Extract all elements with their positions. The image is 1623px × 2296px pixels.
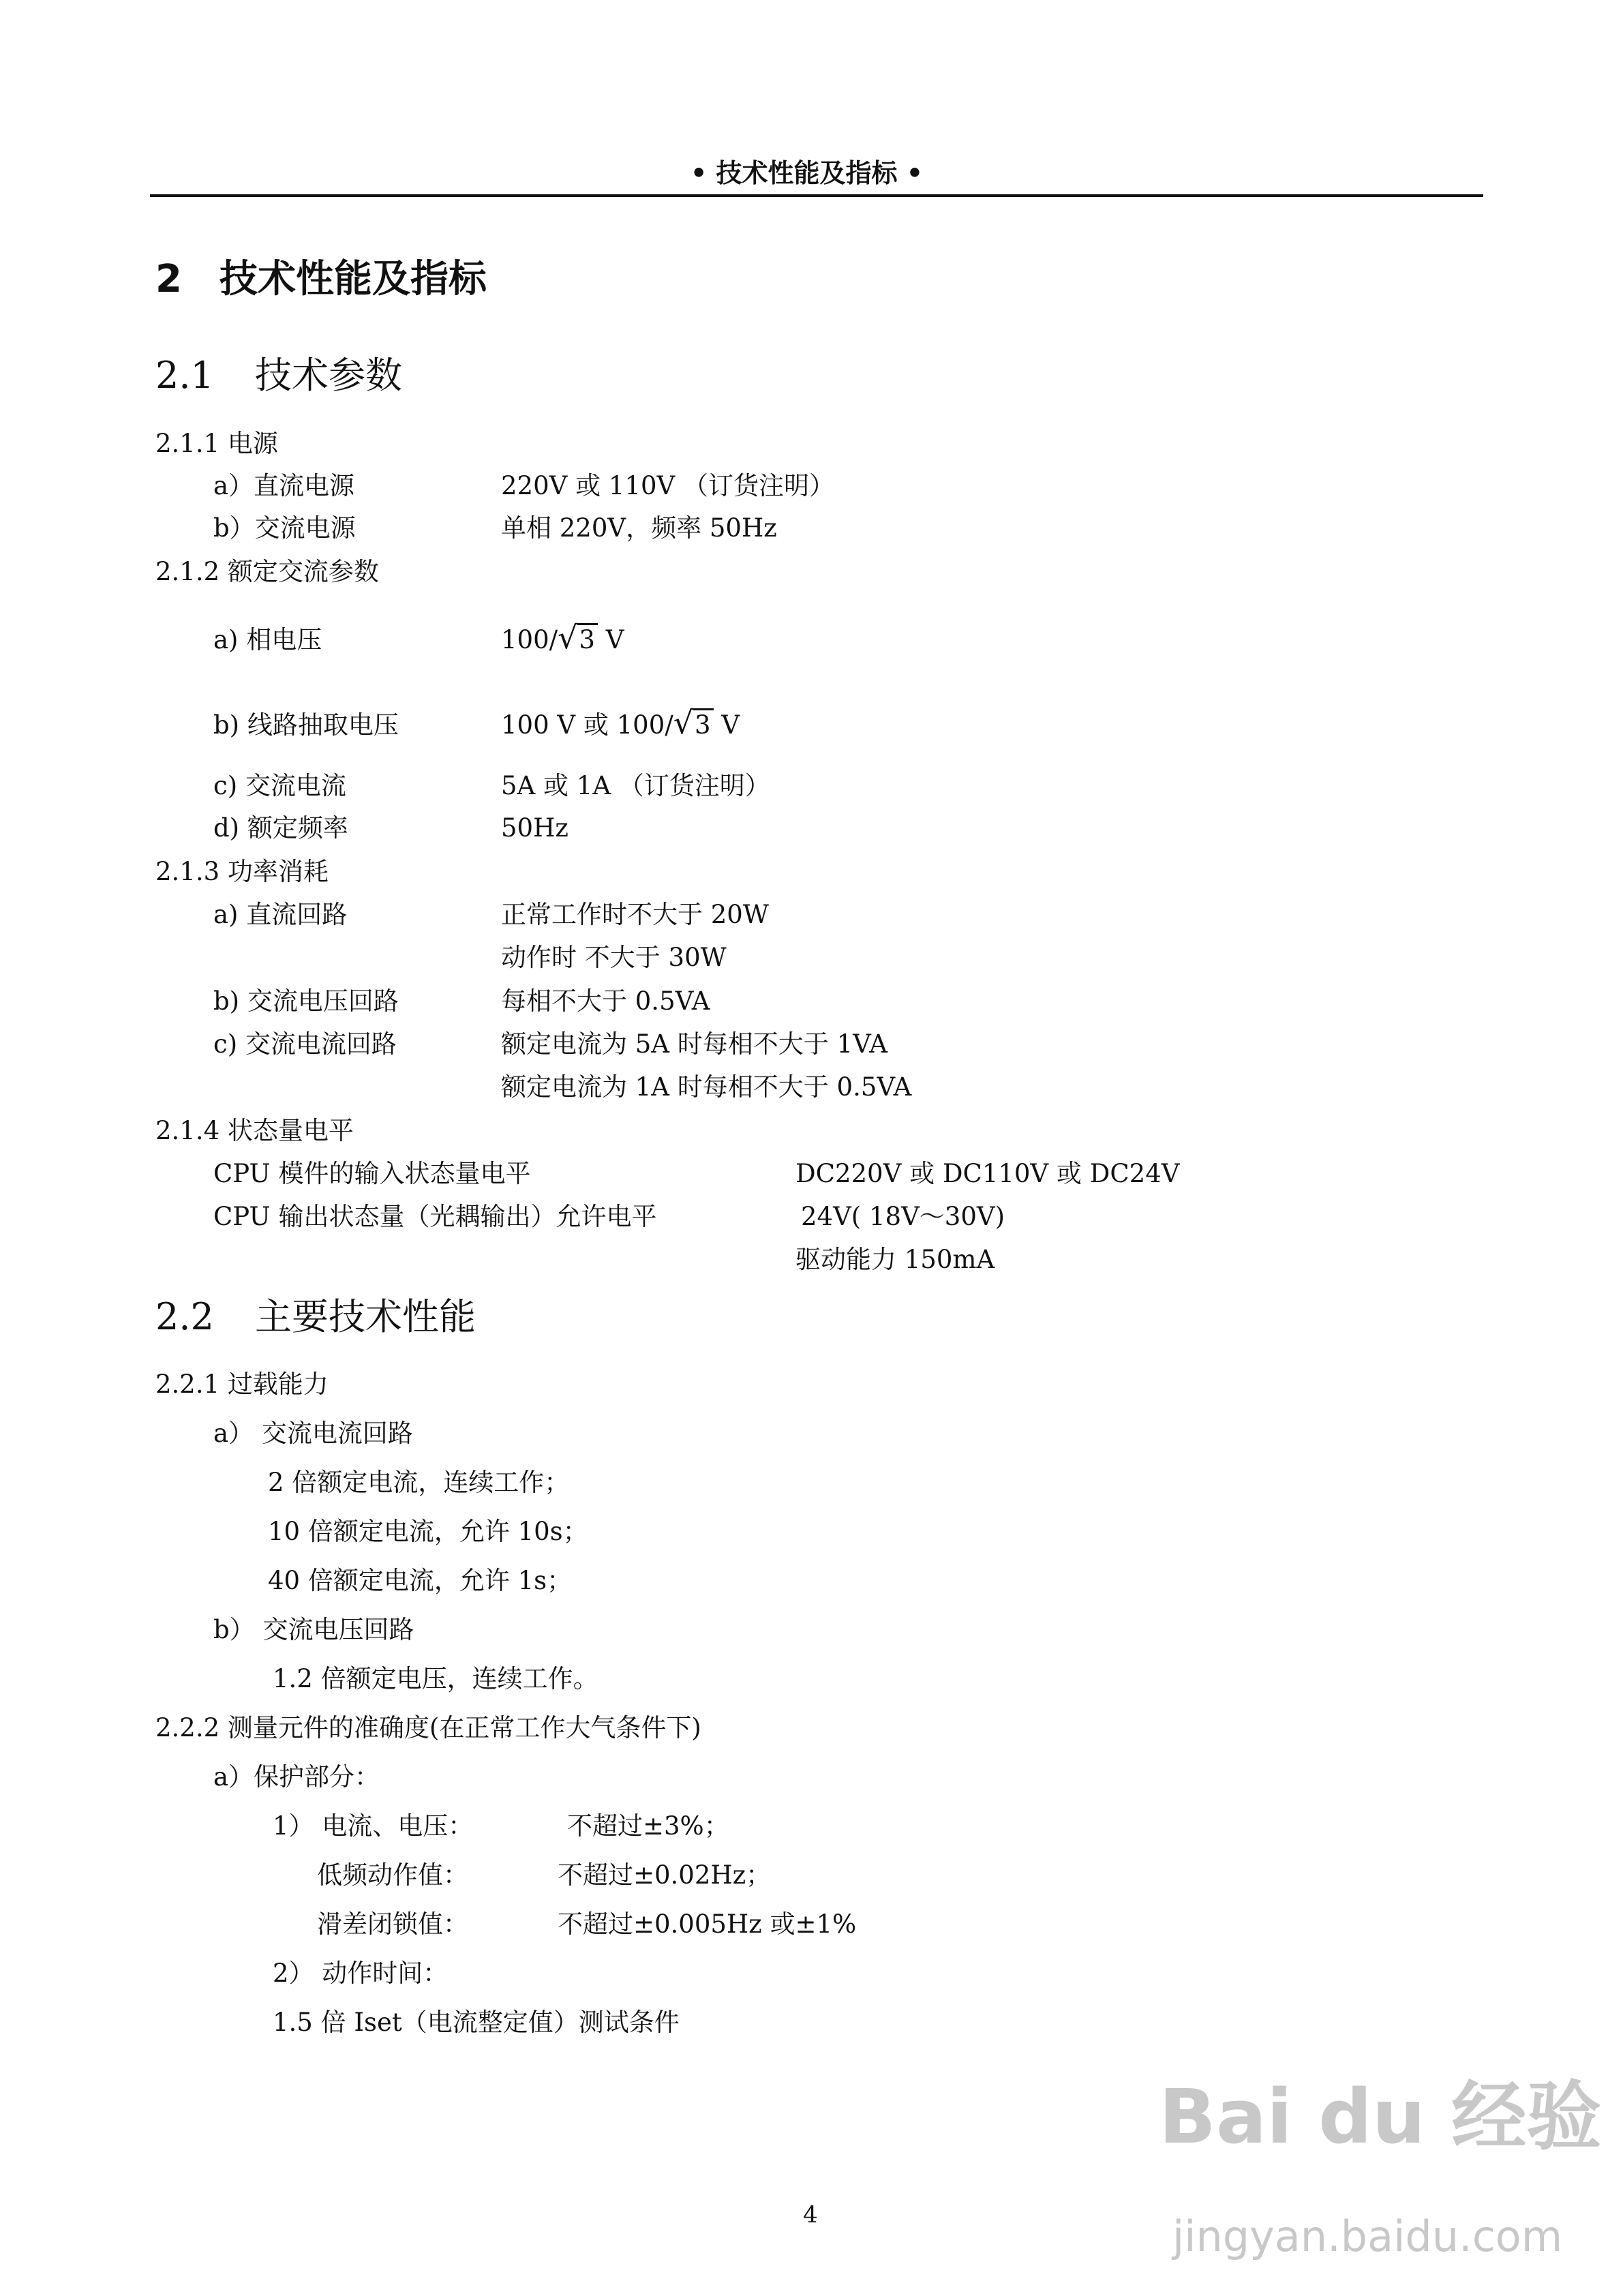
p213-a-label: a) 直流回路 (213, 900, 348, 929)
baidu-jingyan-watermark: Bai du 经验 (1159, 2073, 1602, 2160)
p213-c-value1: 额定电流为 5A 时每相不大于 1VA (501, 1029, 888, 1059)
sqrt-symbol: √3 (558, 622, 598, 653)
p221-b-label: b） 交流电压回路 (213, 1615, 414, 1644)
p214-cpu-out-value: 24V( 18V～30V) (801, 1202, 1005, 1231)
p212-a-value (501, 619, 624, 656)
section-2-2-title: 主要技术性能 (255, 1295, 476, 1338)
p212-d-value: 50Hz (501, 813, 568, 843)
p221-b-line1: 1.2 倍额定电压，连续工作。 (273, 1664, 598, 1693)
p222-i2-line1: 1.5 倍 Iset（电流整定值）测试条件 (273, 2008, 680, 2037)
p212-c-label: c) 交流电流 (213, 771, 346, 800)
watermark-url: jingyan.baidu.com (1172, 2211, 1563, 2261)
p213-a-value1: 正常工作时不大于 20W (501, 900, 769, 929)
p221-a-line1: 2 倍额定电流，连续工作； (268, 1468, 570, 1497)
p212-a-value-pre: 100/ (501, 625, 558, 654)
chapter-title: 技术性能及指标 (219, 257, 487, 301)
p222-a-label: a）保护部分： (213, 1762, 380, 1792)
p222-low-label: 低频动作值： (317, 1860, 468, 1890)
sqrt-radicand: 3 (693, 708, 714, 740)
header-rule (150, 194, 1483, 197)
running-header: • 技术性能及指标 • (691, 158, 924, 188)
p221-a-label: a） 交流电流回路 (213, 1419, 413, 1448)
section-2-1-number: 2.1 (155, 354, 214, 397)
p211-a-label: a）直流电源 (213, 471, 355, 500)
p214-cpu-in-label: CPU 模件的输入状态量电平 (213, 1159, 531, 1188)
p213-c-label: c) 交流电流回路 (213, 1029, 397, 1059)
p214-cpu-in-value: DC220V 或 DC110V 或 DC24V (795, 1159, 1180, 1188)
p222-slip-value: 不超过±0.005Hz 或±1% (558, 1909, 857, 1939)
p212-b-value-pre: 100 V 或 100/ (501, 710, 673, 740)
p212-b-label: b) 线路抽取电压 (213, 710, 399, 740)
p214-cpu-out-label: CPU 输出状态量（光耦输出）允许电平 (213, 1202, 657, 1231)
section-2-2-number: 2.2 (155, 1295, 214, 1338)
p222-i1-label: 1） 电流、电压： (273, 1811, 474, 1841)
p222-low-value: 不超过±0.02Hz； (558, 1860, 772, 1890)
p222-title: 2.2.2 测量元件的准确度(在正常工作大气条件下) (155, 1713, 701, 1742)
sqrt-radicand: 3 (577, 623, 598, 654)
p213-b-label: b) 交流电压回路 (213, 986, 399, 1016)
p222-i1-value: 不超过±3%； (567, 1811, 729, 1841)
p222-slip-label: 滑差闭锁值： (317, 1909, 468, 1939)
p214-drive: 驱动能力 150mA (795, 1245, 995, 1274)
p211-a-value: 220V 或 110V （订货注明） (501, 471, 834, 500)
p211-title: 2.1.1 电源 (155, 429, 278, 458)
p213-c-value2: 额定电流为 1A 时每相不大于 0.5VA (501, 1072, 912, 1102)
chapter-number: 2 (155, 257, 182, 301)
p211-b-label: b）交流电源 (213, 513, 356, 543)
p212-b-value (501, 704, 740, 741)
p213-title: 2.1.3 功率消耗 (155, 857, 329, 886)
p214-title: 2.1.4 状态量电平 (155, 1116, 354, 1145)
p222-i2-label: 2） 动作时间： (273, 1959, 449, 1988)
p221-title: 2.2.1 过载能力 (155, 1370, 329, 1399)
sqrt-symbol: √3 (673, 707, 714, 738)
p212-a-label: a) 相电压 (213, 625, 322, 654)
p221-a-line3: 40 倍额定电流，允许 1s； (268, 1566, 573, 1595)
p212-d-label: d) 额定频率 (213, 813, 348, 843)
p212-b-value-post: V (713, 710, 740, 740)
p212-title: 2.1.2 额定交流参数 (155, 557, 379, 586)
p212-c-value: 5A 或 1A （订货注明） (501, 771, 770, 800)
page-number: 4 (803, 2201, 818, 2229)
p213-b-value: 每相不大于 0.5VA (501, 986, 710, 1016)
p211-b-value: 单相 220V，频率 50Hz (501, 513, 777, 543)
p212-a-value-post: V (597, 625, 624, 654)
section-2-1-title: 技术参数 (255, 354, 402, 397)
p221-a-line2: 10 倍额定电流，允许 10s； (268, 1517, 588, 1546)
p213-a-value2: 动作时 不大于 30W (501, 943, 727, 972)
